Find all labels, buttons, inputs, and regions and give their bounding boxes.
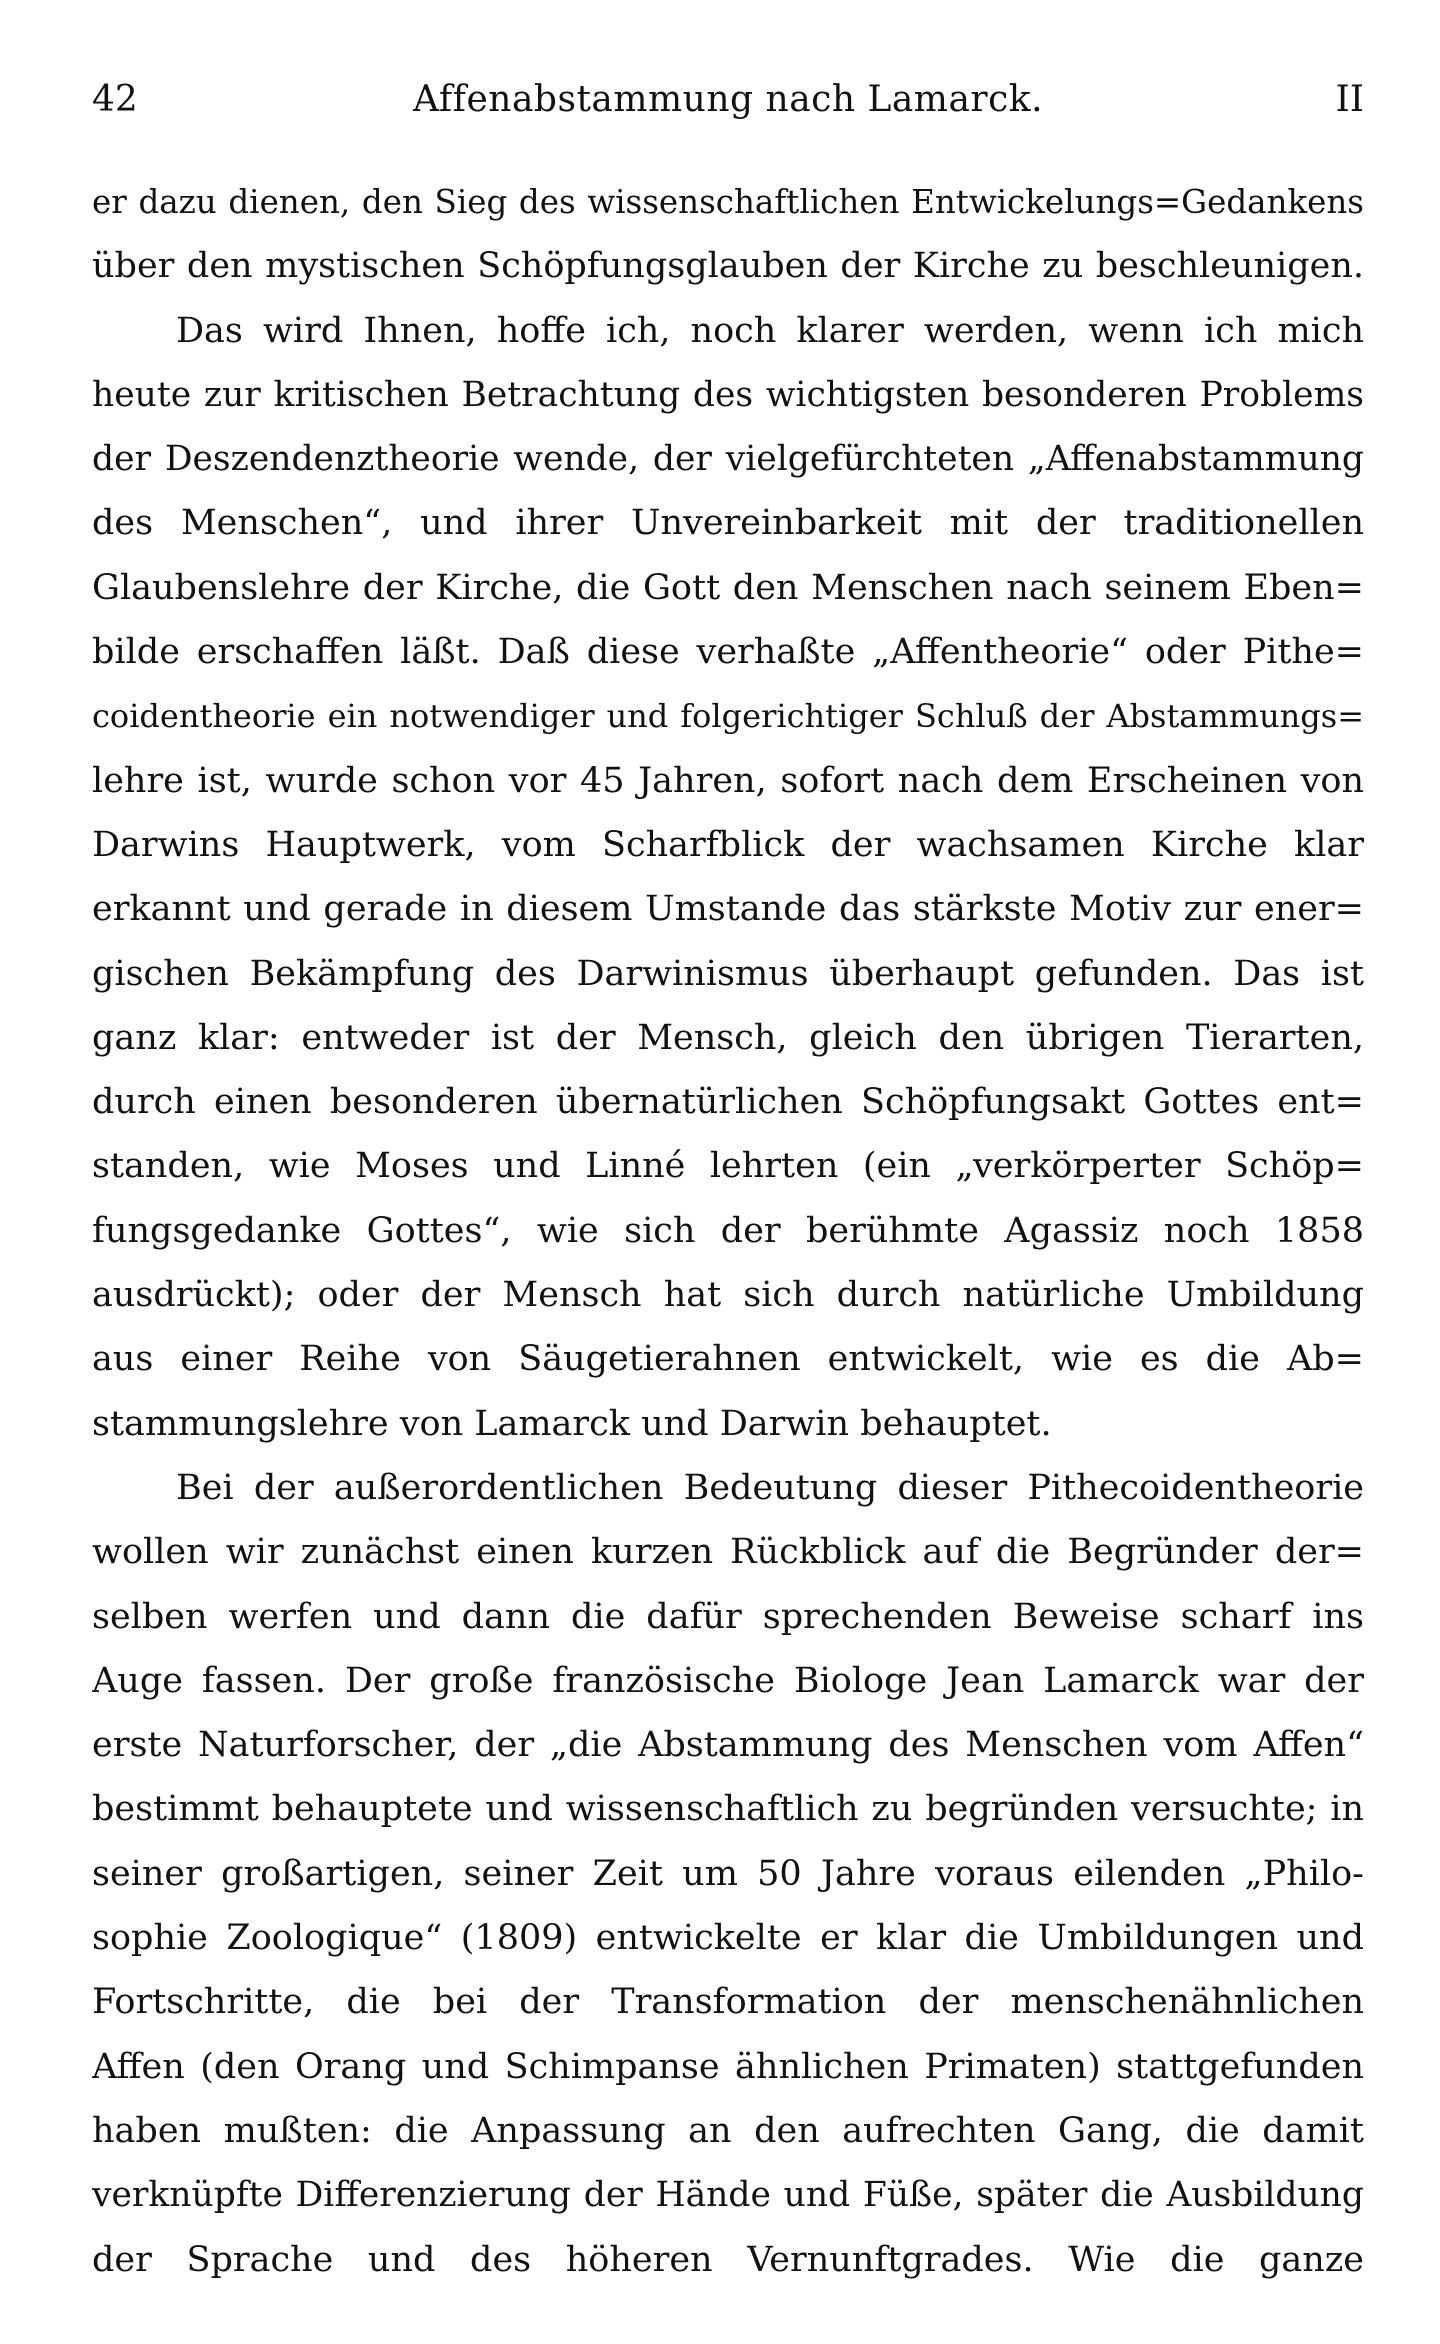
text-line: lehre ist, wurde schon vor 45 Jahren, sofort nach dem Erscheinen von [92, 760, 1364, 801]
text-line: Fortschritte, die bei der Transformation der menschenähnlichen [92, 1982, 1364, 2023]
text-line: verknüpfte Differenzierung der Hände und Füße, später die Ausbildung [92, 2175, 1364, 2216]
text-line: haben mußten: die Anpassung an den aufrechten Gang, die damit [92, 2110, 1364, 2151]
text-line: ausdrückt); oder der Mensch hat sich durch natürliche Umbildung [92, 1275, 1364, 1316]
text-line: wollen wir zunächst einen kurzen Rückblick auf die Begründer der= [92, 1532, 1364, 1573]
text-line: Das wird Ihnen, hoffe ich, noch klarer werden, wenn ich mich [176, 310, 1364, 351]
text-line: seiner großartigen, seiner Zeit um 50 Jahre voraus eilenden „Philo- [92, 1853, 1364, 1894]
text-line: Glaubenslehre der Kirche, die Gott den Menschen nach seinem Eben= [92, 567, 1364, 608]
text-line: erste Naturforscher, der „die Abstammung des Menschen vom Affen“ [92, 1725, 1364, 1766]
text-line: Bei der außerordentlichen Bedeutung dieser Pithecoidentheorie [176, 1467, 1364, 1508]
text-line: bilde erschaffen läßt. Daß diese verhaßte „Affentheorie“ oder Pithe= [92, 632, 1364, 673]
text-line: ganz klar: entweder ist der Mensch, gleich den übrigen Tierarten, [92, 1017, 1364, 1058]
text-line: über den mystischen Schöpfungsglauben der Kirche zu beschleunigen. [92, 246, 1364, 287]
running-title: Affenabstammung nach Lamarck. [412, 79, 1044, 120]
text-line: er dazu dienen, den Sieg des wissenschaftlichen Entwickelungs=Gedankens [92, 183, 1364, 221]
text-line: selben werfen und dann die dafür sprechenden Beweise scharf ins [92, 1596, 1364, 1637]
text-line: coidentheorie ein notwendiger und folgerichtiger Schluß der Abstammungs= [92, 697, 1364, 736]
page-number: 42 [92, 79, 138, 120]
text-line: standen, wie Moses und Linné lehrten (ein „verkörperter Schöp= [92, 1146, 1364, 1187]
text-line: sophie Zoologique“ (1809) entwickelte er klar die Umbildungen und [92, 1918, 1364, 1959]
text-line: erkannt und gerade in diesem Umstande das stärkste Motiv zur ener= [92, 889, 1364, 930]
text-line: Affen (den Orang und Schimpanse ähnlichen Primaten) stattgefunden [92, 2046, 1364, 2087]
text-line: der Deszendenztheorie wende, der vielgefürchteten „Affenabstammung [92, 439, 1364, 480]
page-header [92, 70, 1364, 130]
text-line: aus einer Reihe von Säugetierahnen entwickelt, wie es die Ab= [92, 1339, 1364, 1380]
text-line: des Menschen“, und ihrer Unvereinbarkeit mit der traditionellen [92, 503, 1364, 544]
section-number: II [1335, 79, 1364, 120]
text-line: gischen Bekämpfung des Darwinismus überhaupt gefunden. Das ist [92, 953, 1364, 994]
text-line: bestimmt behauptete und wissenschaftlich zu begründen versuchte; in [92, 1789, 1364, 1830]
text-line: Auge fassen. Der große französische Biologe Jean Lamarck war der [92, 1660, 1364, 1701]
text-line: fungsgedanke Gottes“, wie sich der berühmte Agassiz noch 1858 [92, 1210, 1364, 1251]
text-line: der Sprache und des höheren Vernunftgrades. Wie die ganze [92, 2239, 1364, 2280]
text-line: durch einen besonderen übernatürlichen Schöpfungsakt Gottes ent= [92, 1082, 1364, 1123]
text-line: heute zur kritischen Betrachtung des wichtigsten besonderen Problems [92, 374, 1364, 415]
body-text [92, 170, 1364, 2292]
text-line: stammungslehre von Lamarck und Darwin behauptet. [92, 1403, 1052, 1444]
text-line: Darwins Hauptwerk, vom Scharfblick der wachsamen Kirche klar [92, 824, 1364, 865]
